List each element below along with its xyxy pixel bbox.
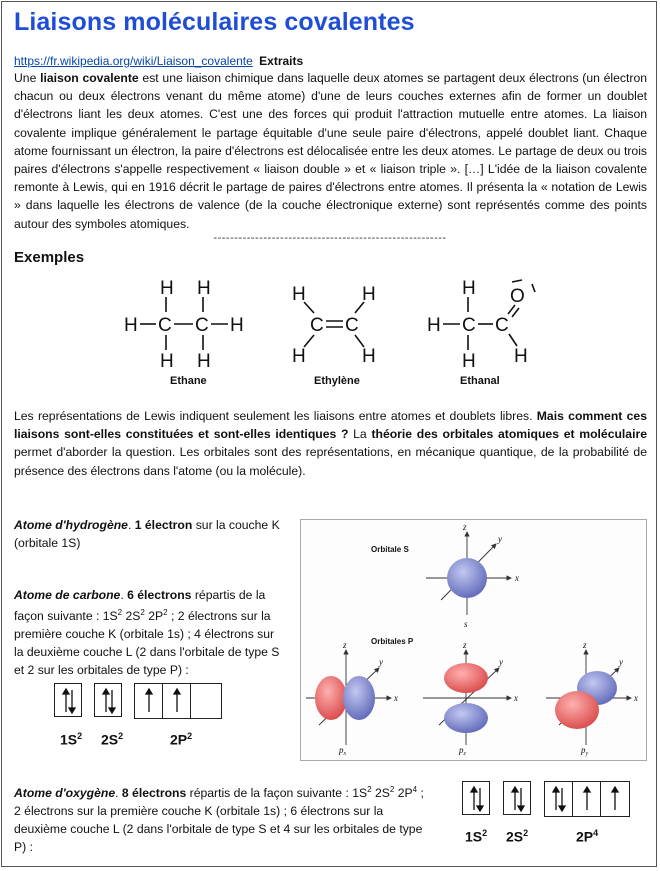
oxygen-1s-box — [462, 781, 490, 815]
carbon-boxes — [54, 683, 222, 719]
examples-heading: Exemples — [14, 249, 85, 266]
ethylene-h3: H — [292, 346, 306, 367]
svg-text:y: y — [379, 657, 383, 667]
carbon-2p-boxes — [134, 683, 222, 719]
orbital-py-label: $p_y$ — [581, 745, 589, 757]
svg-text:z: z — [463, 640, 467, 650]
oxygen-label-1s: $1S^2$ — [465, 828, 488, 845]
svg-text:y: y — [619, 657, 623, 667]
ethylene-c2: C — [345, 315, 359, 336]
oxygen-2p-box — [545, 782, 573, 816]
carbon-1s-box — [54, 683, 82, 717]
carbon-2s-box — [94, 683, 122, 717]
orbital-pz-blue-lobe — [444, 703, 488, 733]
carbon-2p-box — [191, 684, 221, 718]
oxygen-2p-box — [601, 782, 629, 816]
ethane-h2: H — [197, 278, 211, 299]
oxygen-text: Atome d'oxygène. 8 électrons répartis de la façon suivante : $1S^2$ $2S^2$ $2P^4$ ; 2 électrons sur la première couche K (orbitale 1s) ; 6 électrons sur la deuxième couche L (2 dans l'orbitale de type S et 4 sur les orbitales de type P) : — [14, 785, 424, 855]
oxygen-label-2s: $2S^2$ — [506, 828, 529, 845]
orbitals-figure — [300, 519, 647, 761]
source-line — [14, 54, 303, 68]
ethane-label: Ethane — [170, 375, 207, 387]
carbon-label-2p: $2P^2$ — [170, 731, 193, 748]
carbon-2p-box — [163, 684, 191, 718]
ethanal-c2: C — [495, 315, 509, 336]
svg-text:y: y — [498, 534, 502, 544]
lewis-structures — [112, 272, 552, 382]
orbital-p-title: Orbitales P — [371, 637, 414, 646]
page-title: Liaisons moléculaires covalentes — [14, 8, 415, 36]
intro-paragraph: Une liaison covalente est une liaison chimique dans laquelle deux atomes se partagent deux électrons (un électron chacun ou deux électrons venant du même atome) d'une de leurs couches externes afin de former un doublet d'électrons liant les deux atomes. C'est une des forces qui produit l'attraction mutuelle entre atomes. La liaison covalente implique généralement le partage équitable d'une seule paire d'électrons, appelé doublet liant. Chaque atome fournissant un électron, la paire d'électrons est délocalisée entre les deux atomes. Le partage de deux ou trois paires d'électrons s'appelle respectivement « liaison double » et « liaison triple ». […] L'idée de la liaison covalente remonte à Lewis, qui en 1916 décrit le partage de paires d'électrons entre atomes. Il présenta la « notation de Lewis » dans laquelle les électrons de valence (de la couche électronique externe) sont représentés comme des points autour des symboles atomiques. — [14, 71, 648, 231]
ethane-h4: H — [230, 315, 244, 336]
lewis-paragraph: Les représentations de Lewis indiquent seulement les liaisons entre atomes et doublets libres. Mais comment ces liaisons sont-elles constituées et sont-elles identiques ? La théorie des orbitales atomiques et moléculaire permet d'aborder la question. Les orbitales sont des représentations, en mécanique quantique, de la probabilité de présence des électrons dans l'atome (ou la molécule). — [14, 409, 647, 478]
svg-text:z: z — [583, 640, 587, 650]
svg-text:s: s — [464, 619, 468, 629]
ethane-c1: C — [158, 315, 172, 336]
carbon-text: Atome de carbone. 6 électrons répartis de la façon suivante : $1S^2$ $2S^2$ $2P^2$ ; 2 électrons sur la première couche K (orbitale 1s) ; 4 électrons sur la deuxième couche L (2 dans l'orbitale de type S et 2 sur les orbitales de type P) : — [14, 588, 280, 678]
ethane-h3: H — [124, 315, 138, 336]
page — [1, 1, 657, 867]
orbitals-diagram — [301, 520, 646, 760]
oxygen-2p-boxes — [544, 781, 630, 817]
carbon-label-2s: $2S^2$ — [101, 731, 124, 748]
orbital-px-label: $p_x$ — [339, 745, 347, 757]
oxygen-2s-box — [503, 781, 531, 815]
orbital-pz-red-lobe — [444, 663, 488, 693]
separator: -------------------------------------------------------- — [213, 232, 447, 244]
ethanal-h2: H — [427, 315, 441, 336]
orbital-pz-label: $p_z$ — [459, 745, 466, 757]
svg-text:x: x — [515, 573, 519, 583]
ethane-c2: C — [195, 315, 209, 336]
ethanal-h3: H — [462, 351, 476, 372]
ethylene-h2: H — [362, 284, 376, 305]
oxygen-boxes — [462, 781, 630, 817]
source-link[interactable]: https://fr.wikipedia.org/wiki/Liaison_covalente — [14, 54, 253, 68]
ethylene-h1: H — [292, 284, 306, 305]
orbital-px-blue-lobe — [343, 676, 375, 720]
svg-text:x: x — [514, 693, 518, 703]
ethanal-label: Ethanal — [460, 375, 500, 387]
orbital-s-title: Orbitale S — [371, 545, 409, 554]
oxygen-2p-box — [573, 782, 601, 816]
svg-text:z: z — [463, 522, 467, 532]
ethanal-o: O — [510, 286, 525, 307]
carbon-2p-box — [135, 684, 163, 718]
svg-text:x: x — [394, 693, 398, 703]
ethylene-c1: C — [310, 315, 324, 336]
ethanal-c1: C — [462, 315, 476, 336]
ethylene-label: Ethylène — [314, 375, 360, 387]
svg-text:x: x — [634, 693, 638, 703]
ethane-h1: H — [160, 278, 174, 299]
source-label: Extraits — [259, 54, 304, 68]
ethane-h6: H — [197, 351, 211, 372]
ethylene-h4: H — [362, 346, 376, 367]
oxygen-label-2p: $2P^4$ — [576, 828, 599, 845]
orbital-py-red-lobe — [555, 691, 599, 729]
svg-text:z: z — [343, 640, 347, 650]
orbital-px-red-lobe — [315, 676, 347, 720]
hydrogen-text: Atome d'hydrogène. 1 électron sur la couche K (orbitale 1S) — [14, 518, 280, 550]
svg-text:y: y — [499, 657, 503, 667]
carbon-label-1s: $1S^2$ — [60, 731, 83, 748]
orbital-s-sphere — [447, 558, 487, 598]
ethanal-h4: H — [514, 346, 528, 367]
ethanal-h1: H — [462, 278, 476, 299]
ethane-h5: H — [160, 351, 174, 372]
